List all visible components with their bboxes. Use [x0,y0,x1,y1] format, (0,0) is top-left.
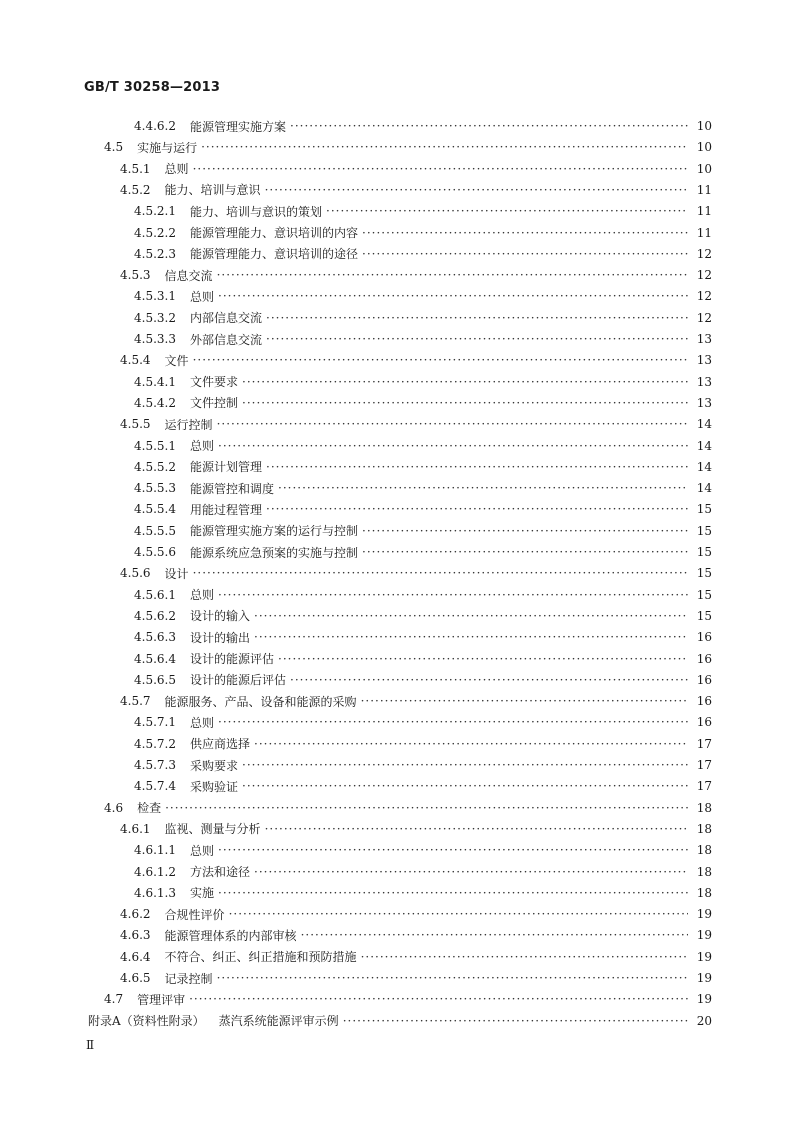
toc-entry-number: 4.6.2 [120,907,151,922]
toc-entry-number: 4.6.1.1 [134,843,176,858]
toc-entry-title: 能力、培训与意识 [164,183,261,198]
toc-entry [120,904,712,924]
toc-leader-dots [254,630,688,644]
toc-leader-dots [361,950,688,964]
toc-entry-number: 4.5.4 [120,353,151,368]
toc-entry-title: 能源管理能力、意识培训的内容 [189,226,358,240]
toc-entry-page: 16 [696,630,712,645]
toc-entry-number: 4.5.6.4 [134,651,176,666]
toc-entry-title: 设计的能源评估 [189,652,274,666]
toc-entry [134,329,712,349]
toc-entry-page: 18 [696,800,712,815]
toc-entry-title: 总则 [164,162,189,177]
toc-entry-title: 供应商选择 [189,737,250,752]
toc-entry-number: 4.5.2.2 [134,225,176,240]
toc-leader-dots [217,268,688,282]
toc-leader-dots [278,481,688,495]
toc-entry-title: 能源服务、产品、设备和能源的采购 [164,694,357,709]
toc-entry-title: 内部信息交流 [189,311,262,326]
toc-entry-page: 14 [696,459,712,474]
toc-entry-page: 10 [696,161,712,176]
toc-entry [134,840,712,860]
toc-leader-dots [362,247,688,261]
toc-entry [134,542,712,562]
toc-entry-page: 16 [696,715,712,730]
toc-entry [134,755,712,775]
toc-entry-number: 4.5.5 [120,417,151,432]
toc-entry-title: 总则 [189,843,214,858]
toc-entry-number: 4.5.5.4 [134,502,176,517]
toc-entry-number: 4.7 [104,992,124,1007]
toc-entry-number: 4.5 [104,140,124,155]
toc-leader-dots [242,375,688,389]
toc-entry-number: 4.5.3 [120,268,151,283]
toc-entry-title: 实施 [189,886,214,901]
toc-entry [134,436,712,456]
toc-entry [134,776,712,796]
toc-entry-title: 实施与运行 [137,140,198,155]
toc-entry [134,649,712,669]
toc-entry-title: 能源管理实施方案 [189,119,286,134]
toc-entry-number: 4.6.1 [120,821,151,836]
toc-entry-title: 不符合、纠正、纠正措施和预防措施 [164,950,357,965]
toc-entry [134,393,712,413]
toc-entry [104,989,712,1009]
toc-entry [134,499,712,519]
toc-entry-number: 4.5.6.3 [134,630,176,645]
toc-leader-dots [218,715,688,729]
toc-entry-number: 附录A（资料性附录） [88,1014,205,1029]
toc-leader-dots [362,524,688,538]
toc-leader-dots [266,332,688,346]
toc-entry [134,734,712,754]
toc-entry-title: 能源管理能力、意识培训的途径 [189,247,358,262]
toc-entry-number: 4.5.3.1 [134,289,176,304]
toc-leader-dots [301,928,688,942]
toc-entry-title: 能力、培训与意识的策划 [189,204,322,219]
toc-leader-dots [278,652,688,666]
toc-entry-page: 15 [696,545,712,559]
toc-entry-number: 4.6.1.2 [134,864,176,879]
toc-entry-title: 文件 [164,353,189,368]
toc-entry-title: 检查 [137,801,162,816]
toc-entry-number: 4.5.5.2 [134,459,176,474]
toc-entry-number: 4.6.1.3 [134,885,176,900]
toc-entry [104,798,712,818]
toc-leader-dots [229,907,688,921]
toc-leader-dots [290,119,688,133]
toc-entry [120,563,712,583]
toc-entry-page: 19 [696,949,712,964]
toc-entry [134,478,712,498]
toc-leader-dots [193,353,688,367]
toc-entry-number: 4.5.3.3 [134,332,176,346]
toc-entry [120,159,712,179]
toc-entry [134,223,712,243]
toc-entry-title: 文件要求 [189,375,238,390]
toc-entry-title: 用能过程管理 [189,502,262,517]
toc-entry-page: 16 [696,672,712,687]
toc-entry-number: 4.5.2.3 [134,246,176,261]
toc-entry-page: 18 [696,821,712,836]
toc-entry-number: 4.5.6.1 [134,587,176,602]
toc-entry-number: 4.5.6.5 [134,672,176,687]
toc-entry [120,350,712,370]
toc-entry-page: 14 [696,417,712,432]
toc-leader-dots [265,183,688,197]
toc-leader-dots [362,226,688,240]
toc-entry-number: 4.6.5 [120,971,151,985]
toc-entry-page: 11 [696,204,712,219]
toc-leader-dots [254,609,688,623]
toc-entry-title: 记录控制 [164,971,213,986]
toc-entry-page: 12 [696,246,712,261]
toc-entry-number: 4.6.4 [120,949,151,964]
toc-entry-number: 4.6.3 [120,928,151,943]
toc-entry [88,1011,712,1031]
toc-entry-page: 19 [696,907,712,922]
toc-entry [120,947,712,967]
toc-leader-dots [218,588,688,602]
toc-entry [120,691,712,711]
toc-leader-dots [266,502,688,516]
toc-entry [134,457,712,477]
toc-entry-title: 蒸汽系统能源评审示例 [218,1014,339,1029]
toc-leader-dots [290,673,688,687]
toc-entry-title: 总则 [189,715,214,730]
toc-leader-dots [217,417,688,431]
toc-entry-number: 4.5.5.5 [134,523,176,538]
toc-leader-dots [193,566,688,580]
toc-entry [134,670,712,690]
toc-entry-page: 14 [696,438,712,453]
toc-entry-number: 4.5.5.6 [134,545,176,559]
toc-leader-dots [361,694,688,708]
toc-entry-number: 4.5.2.1 [134,204,176,219]
toc-entry-page: 14 [696,481,712,496]
toc-entry-title: 合规性评价 [164,907,225,922]
toc-entry [134,116,712,136]
toc-leader-dots [218,439,688,453]
toc-leader-dots [218,843,688,857]
toc-entry-title: 能源计划管理 [189,460,262,475]
toc-leader-dots [254,737,688,751]
toc-leader-dots [362,545,688,559]
toc-entry [134,627,712,647]
toc-entry-title: 运行控制 [164,417,213,432]
toc-entry-page: 12 [696,289,712,304]
toc-entry [120,819,712,839]
toc-entry-page: 10 [696,140,712,155]
toc-entry-page: 13 [696,332,712,346]
toc-entry-title: 能源系统应急预案的实施与控制 [189,545,358,560]
toc-entry-title: 设计的输入 [189,609,250,624]
toc-entry-number: 4.5.7 [120,694,151,709]
toc-leader-dots [254,865,688,879]
toc-entry [134,862,712,882]
toc-entry-page: 17 [696,758,712,772]
toc-entry-title: 能源管理体系的内部审核 [164,928,297,943]
toc-entry [134,883,712,903]
toc-entry-number: 4.5.4.2 [134,395,176,410]
toc-entry-number: 4.4.6.2 [134,119,176,133]
toc-entry-page: 13 [696,395,712,410]
toc-entry-page: 16 [696,694,712,709]
toc-entry-title: 监视、测量与分析 [164,822,261,837]
toc-entry-page: 17 [696,736,712,751]
toc-leader-dots [326,204,688,218]
toc-leader-dots [265,822,688,836]
toc-entry-title: 采购要求 [189,758,238,773]
toc-entry [134,286,712,306]
toc-entry-number: 4.5.5.1 [134,438,176,453]
toc-leader-dots [165,801,688,815]
toc-entry [134,712,712,732]
toc-entry-title: 能源管理实施方案的运行与控制 [189,524,358,539]
toc-entry-number: 4.6 [104,800,124,815]
toc-entry-page: 10 [696,119,712,133]
standard-code-header: GB/T 30258—2013 [84,80,221,95]
toc-entry-page: 13 [696,374,712,389]
toc-leader-dots [201,140,688,154]
toc-entry-page: 12 [696,268,712,283]
toc-entry-title: 总则 [189,588,214,603]
toc-entry-title: 外部信息交流 [189,332,262,347]
toc-entry [134,244,712,264]
toc-entry [120,265,712,285]
toc-entry-page: 11 [696,225,712,240]
toc-entry-page: 18 [696,864,712,879]
toc-entry-number: 4.5.5.3 [134,481,176,496]
toc-entry [134,521,712,541]
toc-entry [120,968,712,988]
toc-leader-dots [193,162,688,176]
toc-entry-number: 4.5.6.2 [134,608,176,623]
toc-entry-page: 16 [696,651,712,666]
toc-entry-page: 19 [696,971,712,985]
toc-entry-title: 文件控制 [189,396,238,411]
toc-entry-page: 15 [696,608,712,623]
toc-entry-number: 4.5.2 [120,182,151,197]
toc-entry-page: 15 [696,566,712,581]
toc-entry [120,180,712,200]
toc-entry-title: 管理评审 [137,992,186,1007]
toc-entry-page: 15 [696,502,712,517]
toc-entry [134,606,712,626]
toc-leader-dots [242,396,688,410]
toc-entry-page: 17 [696,779,712,794]
toc-entry-page: 11 [696,182,712,197]
page-number: Ⅱ [86,1038,95,1052]
toc-entry [134,201,712,221]
toc-leader-dots [189,992,688,1006]
toc-leader-dots [266,311,688,325]
toc-entry-page: 12 [696,310,712,325]
toc-entry-number: 4.5.7.2 [134,736,176,751]
toc-entry-number: 4.5.7.1 [134,715,176,730]
toc-leader-dots [343,1014,688,1028]
toc-entry-title: 总则 [189,439,214,453]
toc-entry-page: 20 [696,1013,712,1028]
toc-entry-title: 信息交流 [164,268,213,283]
toc-entry-page: 19 [696,992,712,1007]
toc-entry-number: 4.5.1 [120,161,151,176]
toc-entry-number: 4.5.7.4 [134,779,176,794]
toc-entry [120,414,712,434]
toc-leader-dots [266,460,688,474]
toc-entry-page: 15 [696,587,712,602]
toc-entry [134,308,712,328]
toc-leader-dots [242,758,688,772]
toc-entry-title: 能源管控和调度 [189,481,274,496]
toc-entry [134,372,712,392]
toc-entry-title: 设计的能源后评估 [189,673,286,688]
toc-entry-page: 13 [696,353,712,368]
toc-entry-number: 4.5.4.1 [134,374,176,389]
toc-entry-title: 设计 [164,566,189,581]
toc-entry-number: 4.5.3.2 [134,310,176,325]
toc-entry [104,137,712,157]
toc-entry-page: 19 [696,928,712,943]
toc-entry-page: 18 [696,843,712,858]
toc-entry-number: 4.5.6 [120,566,151,581]
toc-entry-title: 采购验证 [189,779,238,794]
toc-entry-title: 总则 [189,289,214,304]
toc-entry-title: 方法和途径 [189,865,250,879]
toc-leader-dots [218,289,688,303]
toc-entry-page: 18 [696,885,712,900]
toc-leader-dots [218,886,688,900]
toc-entry-page: 15 [696,523,712,538]
toc-leader-dots [242,779,688,793]
toc-entry [134,585,712,605]
toc-leader-dots [217,971,688,985]
toc-entry [120,925,712,945]
toc-entry-number: 4.5.7.3 [134,758,176,772]
toc-entry-title: 设计的输出 [189,630,250,645]
